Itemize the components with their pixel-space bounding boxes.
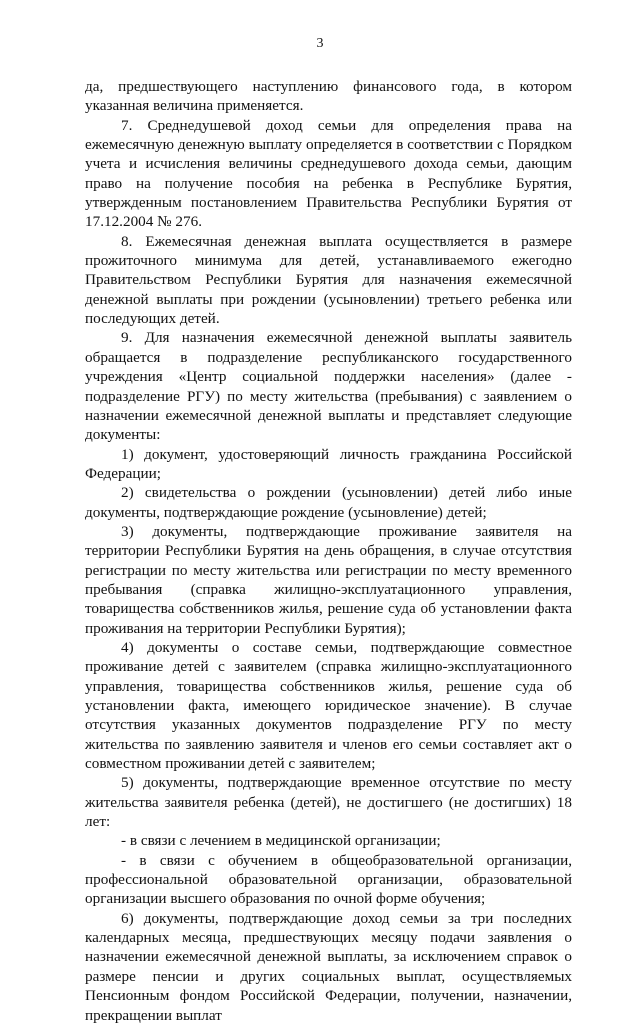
paragraph-7: 7. Среднедушевой доход семьи для определения права на ежемесячную денежную выплату определяется в соответствии с Порядком учета и исчисления величины среднедушевого дохода семьи, дающим право на получение пособия на ребенка в Республике Бурятия, утвержденным постановлением Правительства Республики Бурятия от 17.12.2004 № 276. xyxy=(85,116,572,231)
list-item-4: 4) документы о составе семьи, подтверждающие совместное проживание детей с заявителем (справка жилищно-эксплуатационного управления, товарищества собственников жилья, решение суда об установлении факта, имеющего юридическое значение). В случае отсутствия указанных документов подразделение РГУ по месту жительства по заявлению заявителя и членов его семьи составляет акт о совместном проживании детей с заявителем; xyxy=(85,638,572,773)
paragraph-8: 8. Ежемесячная денежная выплата осуществляется в размере прожиточного минимума для детей, устанавливаемого ежегодно Правительством Республики Бурятия для назначения ежемесячной денежной выплаты при рождении (усыновлении) третьего ребенка или последующих детей. xyxy=(85,232,572,328)
list-item-5: 5) документы, подтверждающие временное отсутствие по месту жительства заявителя ребенка (детей), не достигшего (не достигших) 18 лет: xyxy=(85,774,572,831)
list-item-2: 2) свидетельства о рождении (усыновлении) детей либо иные документы, подтверждающие рождение (усыновление) детей; xyxy=(85,484,572,521)
list-item-1: 1) документ, удостоверяющий личность гражданина Российской Федерации; xyxy=(85,445,572,482)
list-item-3: 3) документы, подтверждающие проживание заявителя на территории Республики Бурятия на день обращения, в случае отсутствия регистрации по месту жительства или регистрации по месту временного пребывания (справка жилищно-эксплуатационного управления, товарищества собственников жилья, решение суда об установлении факта проживания на территории Республики Бурятия); xyxy=(85,522,572,637)
page-number: 3 xyxy=(316,36,324,51)
list-item-6: 6) документы, подтверждающие доход семьи за три последних календарных месяца, предшествующих месяцу подачи заявления о назначении ежемесячной денежной выплаты, за исключением справок о размере пенсии и других социальных выплат, осуществляемых Пенсионным фондом Российской Федерации, получении, назначении, прекращении выплат xyxy=(85,909,572,1024)
sub-item-medical: - в связи с лечением в медицинской организации; xyxy=(121,832,441,850)
paragraph-9: 9. Для назначения ежемесячной денежной выплаты заявитель обращается в подразделение республиканского государственного учреждения «Центр социальной поддержки населения» (далее - подразделение РГУ) по месту жительства (пребывания) с заявлением о назначении ежемесячной денежной выплаты и представляет следующие документы: xyxy=(85,329,572,444)
document-body xyxy=(85,77,572,1025)
paragraph: да, предшествующего наступлению финансового года, в котором указанная величина применяется. xyxy=(85,78,572,115)
sub-item-education: - в связи с обучением в общеобразовательной организации, профессиональной образовательной организации, образовательной организации высшего образования по очной форме обучения; xyxy=(85,851,572,908)
